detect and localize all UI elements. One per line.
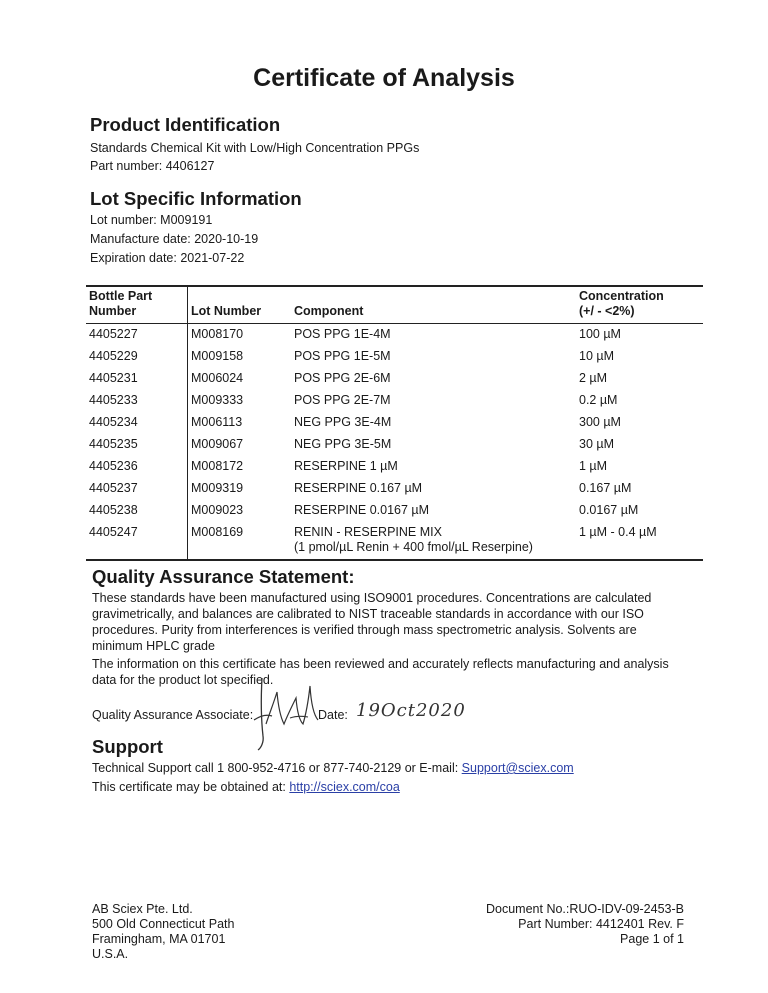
cell-lot: M006024 (188, 368, 292, 390)
footer-country: U.S.A. (92, 947, 129, 961)
support-email-link[interactable]: Support@sciex.com (461, 761, 574, 775)
header-bottle-part (86, 286, 188, 324)
cell-part: 4405247 (89, 525, 138, 539)
header-lot-number (188, 286, 292, 324)
component-line1: RENIN - RESERPINE MIX (294, 525, 442, 539)
header-component-label: Component (294, 304, 364, 318)
support-phone-text: Technical Support call 1 800-952-4716 or 877-740-2129 or E-mail: (92, 761, 462, 775)
cell-concentration: 30 µM (579, 437, 614, 451)
cell-lot: M009333 (188, 390, 292, 412)
signature-image (250, 668, 324, 752)
qa-associate-label: Quality Assurance Associate: (92, 708, 254, 722)
header-conc-line1: Concentration (579, 289, 664, 303)
footer-address1: 500 Old Connecticut Path (92, 917, 235, 931)
table-row (86, 522, 703, 560)
table-row (86, 478, 703, 500)
cell-concentration: 1 µM - 0.4 µM (579, 525, 657, 539)
qa-date-label: Date: (318, 708, 348, 722)
header-component (291, 286, 576, 324)
footer-company: AB Sciex Pte. Ltd. (92, 902, 193, 916)
certificate-url-line (92, 780, 400, 794)
product-part-number: Part number: 4406127 (90, 159, 215, 173)
cell-part: 4405231 (89, 371, 138, 385)
table-row (86, 324, 703, 347)
manufacture-date: Manufacture date: 2020-10-19 (90, 232, 259, 246)
cell-part: 4405233 (89, 393, 138, 407)
cell-part: 4405229 (89, 349, 138, 363)
qa-paragraph-1: These standards have been manufactured using ISO9001 procedures. Concentrations are calculated gravimetrically, and balances are calibrated to NIST traceable standards in accordance with our ISO procedures. Purity from interferences is verified through mass spectrometric analysis. Solvents are minimum HPLC grade (92, 591, 652, 653)
lot-number: Lot number: M009191 (90, 213, 213, 227)
header-part-line2: Number (89, 304, 137, 318)
footer-address2: Framingham, MA 01701 (92, 932, 226, 946)
cell-part: 4405227 (89, 327, 138, 341)
lot-info-heading: Lot Specific Information (90, 188, 302, 209)
cell-part: 4405234 (89, 415, 138, 429)
footer-document-no: Document No.:RUO-IDV-09-2453-B (486, 902, 684, 916)
cell-lot: M006113 (188, 412, 292, 434)
cell-concentration: 10 µM (579, 349, 614, 363)
cell-component: RESERPINE 0.0167 µM (294, 503, 430, 517)
cell-lot: M008172 (188, 456, 292, 478)
certificate-url-link[interactable]: http://sciex.com/coa (289, 780, 400, 794)
cell-concentration: 300 µM (579, 415, 621, 429)
header-lot: Lot Number (191, 304, 262, 318)
table-row (86, 456, 703, 478)
cell-concentration: 1 µM (579, 459, 608, 473)
footer-page: Page 1 of 1 (620, 932, 684, 946)
components-table (86, 285, 703, 561)
cell-concentration: 2 µM (579, 371, 608, 385)
footer-part-number: Part Number: 4412401 Rev. F (518, 917, 684, 931)
cell-concentration: 100 µM (579, 327, 621, 341)
header-concentration (576, 286, 703, 324)
cell-concentration: 0.167 µM (579, 481, 632, 495)
qa-date-value: 19Oct2020 (356, 700, 466, 721)
cell-component: POS PPG 1E-4M (294, 327, 391, 341)
cell-lot: M009067 (188, 434, 292, 456)
support-heading: Support (92, 736, 163, 757)
support-contact-line (92, 761, 574, 775)
header-part-line1: Bottle Part (89, 289, 153, 303)
table-row (86, 390, 703, 412)
cell-lot: M009023 (188, 500, 292, 522)
page-title: Certificate of Analysis (253, 64, 515, 92)
cell-component: RESERPINE 0.167 µM (294, 481, 423, 495)
header-conc-line2: (+/ - <2%) (579, 304, 635, 318)
cell-component: NEG PPG 3E-5M (294, 437, 392, 451)
cell-lot: M009158 (188, 346, 292, 368)
table-header-row (86, 286, 703, 324)
cell-lot: M008170 (188, 324, 292, 347)
qa-paragraph-2: The information on this certificate has been reviewed and accurately reflects manufacturing and analysis data for the product lot specified. (92, 657, 669, 687)
table-row (86, 500, 703, 522)
cell-component (291, 522, 576, 560)
cell-component: NEG PPG 3E-4M (294, 415, 392, 429)
cell-part: 4405235 (89, 437, 138, 451)
cell-part: 4405238 (89, 503, 138, 517)
product-identification-heading: Product Identification (90, 114, 281, 135)
cell-lot: M009319 (188, 478, 292, 500)
cell-concentration: 0.2 µM (579, 393, 618, 407)
certificate-url-text: This certificate may be obtained at: (92, 780, 290, 794)
product-name: Standards Chemical Kit with Low/High Concentration PPGs (90, 141, 420, 155)
cell-component: POS PPG 1E-5M (294, 349, 391, 363)
cell-component: RESERPINE 1 µM (294, 459, 398, 473)
table-row (86, 346, 703, 368)
cell-component: POS PPG 2E-7M (294, 393, 391, 407)
cell-lot: M008169 (188, 522, 292, 560)
table-row (86, 434, 703, 456)
table-row (86, 368, 703, 390)
qa-heading: Quality Assurance Statement: (92, 566, 355, 587)
cell-part: 4405236 (89, 459, 138, 473)
cell-component: POS PPG 2E-6M (294, 371, 391, 385)
component-line2: (1 pmol/µL Renin + 400 fmol/µL Reserpine) (294, 540, 533, 554)
cell-part: 4405237 (89, 481, 138, 495)
cell-concentration: 0.0167 µM (579, 503, 639, 517)
expiration-date: Expiration date: 2021-07-22 (90, 251, 245, 265)
table-row (86, 412, 703, 434)
